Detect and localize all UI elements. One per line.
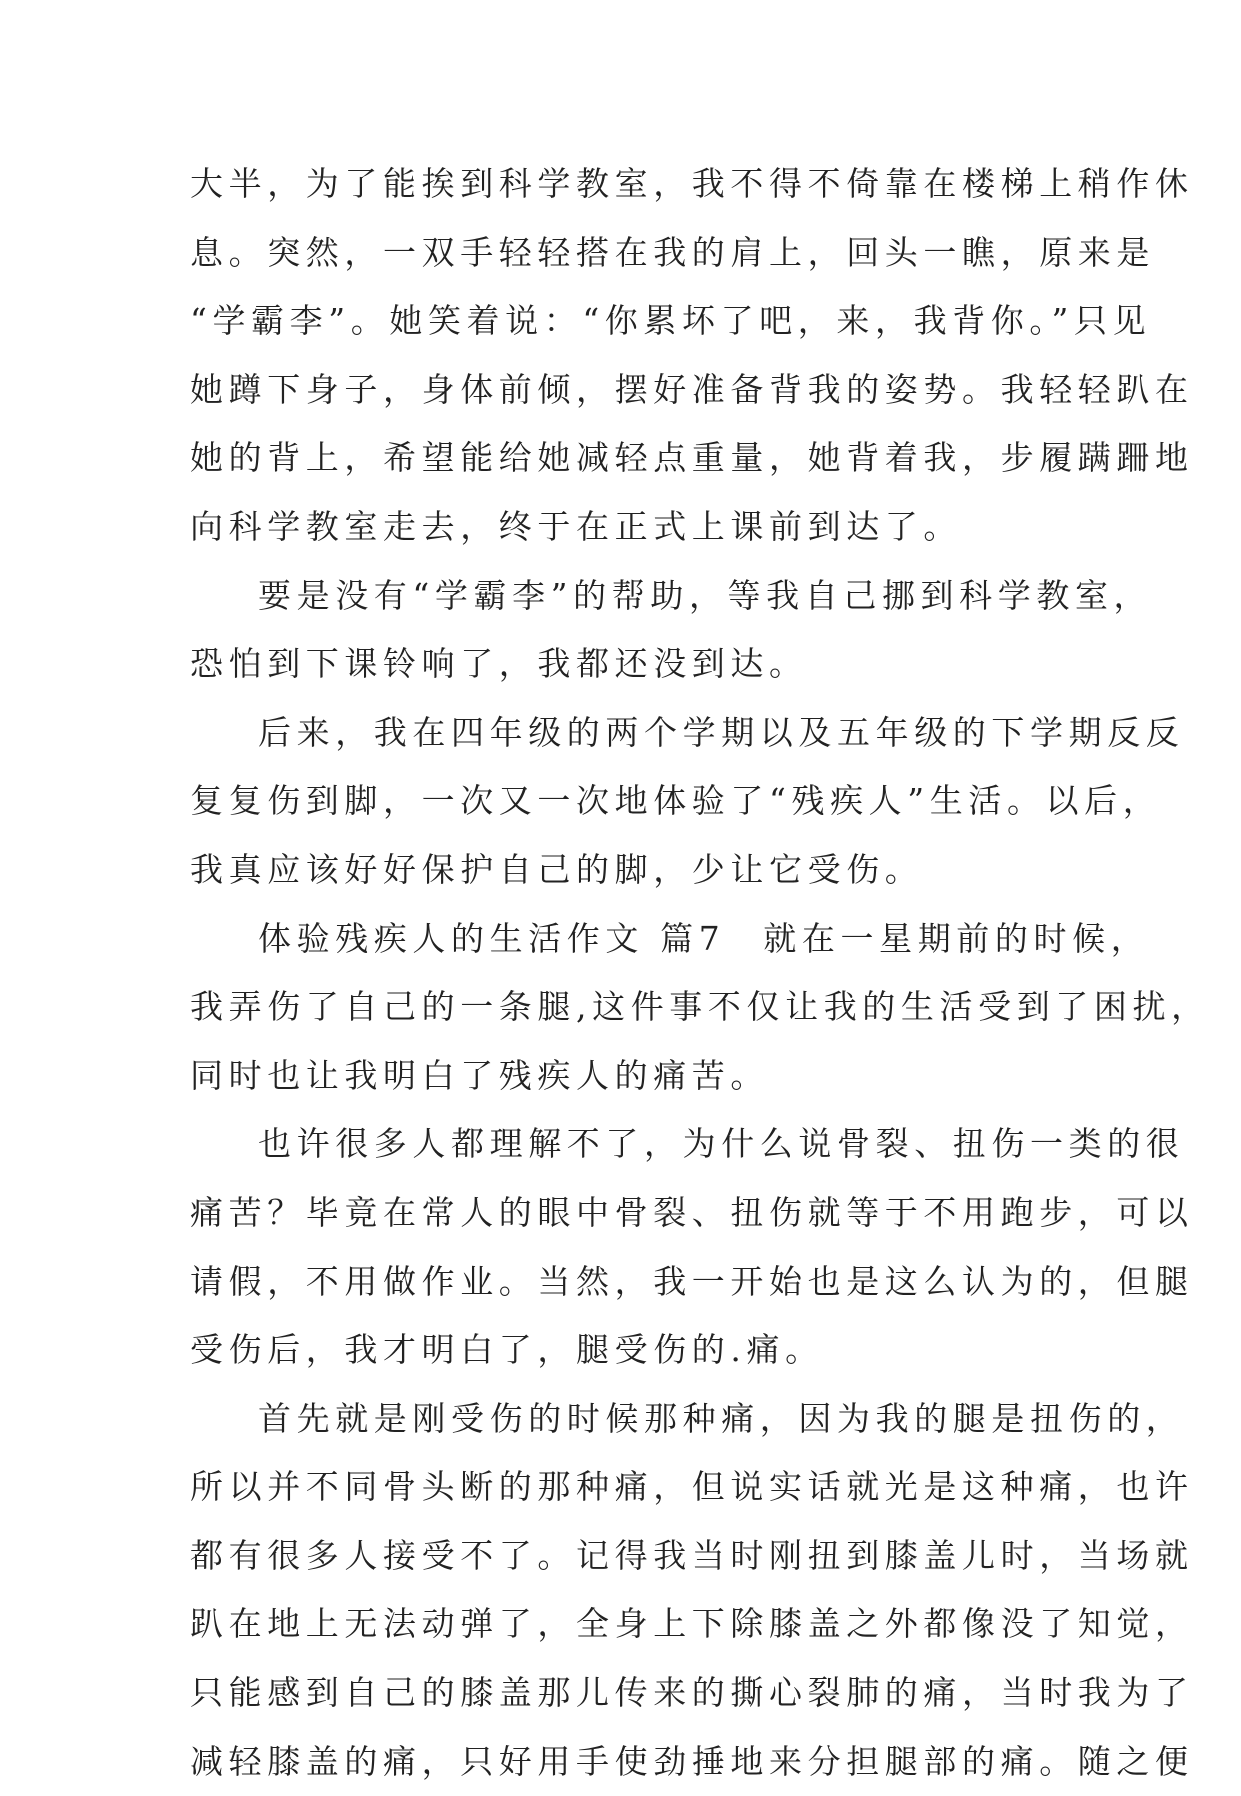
body-text bbox=[190, 150, 1210, 1796]
text-line: 大半，为了能挨到科学教室，我不得不倚靠在楼梯上稍作休 bbox=[190, 164, 1194, 203]
text-line: 只能感到自己的膝盖那儿传来的撕心裂肺的痛，当时我为了 bbox=[190, 1673, 1194, 1713]
text-line: 受伤后，我才明白了，腿受伤的.痛。 bbox=[190, 1330, 824, 1370]
text-line: 趴在地上无法动弹了，全身上下除膝盖之外都像没了知觉， bbox=[190, 1604, 1194, 1644]
text-line: 复复伤到脚，一次又一次地体验了“残疾人”生活。以后， bbox=[190, 781, 1162, 821]
text-line: 息。突然，一双手轻轻搭在我的肩上，回头一瞧，原来是 bbox=[190, 232, 1155, 272]
paragraph-first-line: 也许很多人都理解不了，为什么说骨裂、扭伤一类的很 bbox=[258, 1124, 1185, 1164]
paragraph-first-line: 要是没有“学霸李”的帮助，等我自己挪到科学教室， bbox=[258, 575, 1153, 615]
paragraph-first-line: 首先就是刚受伤的时候那种痛，因为我的腿是扭伤的， bbox=[258, 1398, 1185, 1438]
text-line: 所以并不同骨头断的那种痛，但说实话就光是这种痛，也许 bbox=[190, 1467, 1194, 1507]
section-heading: 体验残疾人的生活作文 篇7 bbox=[258, 918, 726, 958]
text-line: 同时也让我明白了残疾人的痛苦。 bbox=[190, 1055, 769, 1095]
text-line: 请假，不用做作业。当然，我一开始也是这么认为的，但腿 bbox=[190, 1261, 1194, 1301]
text-line: 她蹲下身子，身体前倾，摆好准备背我的姿势。我轻轻趴在 bbox=[190, 369, 1194, 409]
text-line: 她的背上，希望能给她减轻点重量，她背着我，步履蹒跚地 bbox=[190, 438, 1194, 478]
text-line: 都有很多人接受不了。记得我当时刚扭到膝盖儿时，当场就 bbox=[190, 1535, 1194, 1575]
text-line: “学霸李”。她笑着说：“你累坏了吧，来，我背你。”只见 bbox=[190, 301, 1152, 341]
text-line: 我真应该好好保护自己的脚，少让它受伤。 bbox=[190, 849, 924, 889]
section-heading-line bbox=[190, 905, 1150, 974]
text-line: 痛苦？毕竟在常人的眼中骨裂、扭伤就等于不用跑步，可以 bbox=[190, 1192, 1194, 1232]
paragraph-first-line: 后来，我在四年级的两个学期以及五年级的下学期反反 bbox=[258, 712, 1185, 752]
text-line: 减轻膝盖的痛，只好用手使劲捶地来分担腿部的痛。随之便 bbox=[190, 1741, 1194, 1781]
text-line: 我弄伤了自己的一条腿,这件事不仅让我的生活受到了困扰， bbox=[190, 987, 1210, 1027]
text-line: 恐怕到下课铃响了，我都还没到达。 bbox=[190, 644, 808, 684]
text-line: 向科学教室走去，终于在正式上课前到达了。 bbox=[190, 506, 962, 546]
section-first-sentence: 就在一星期前的时候， bbox=[763, 918, 1150, 958]
